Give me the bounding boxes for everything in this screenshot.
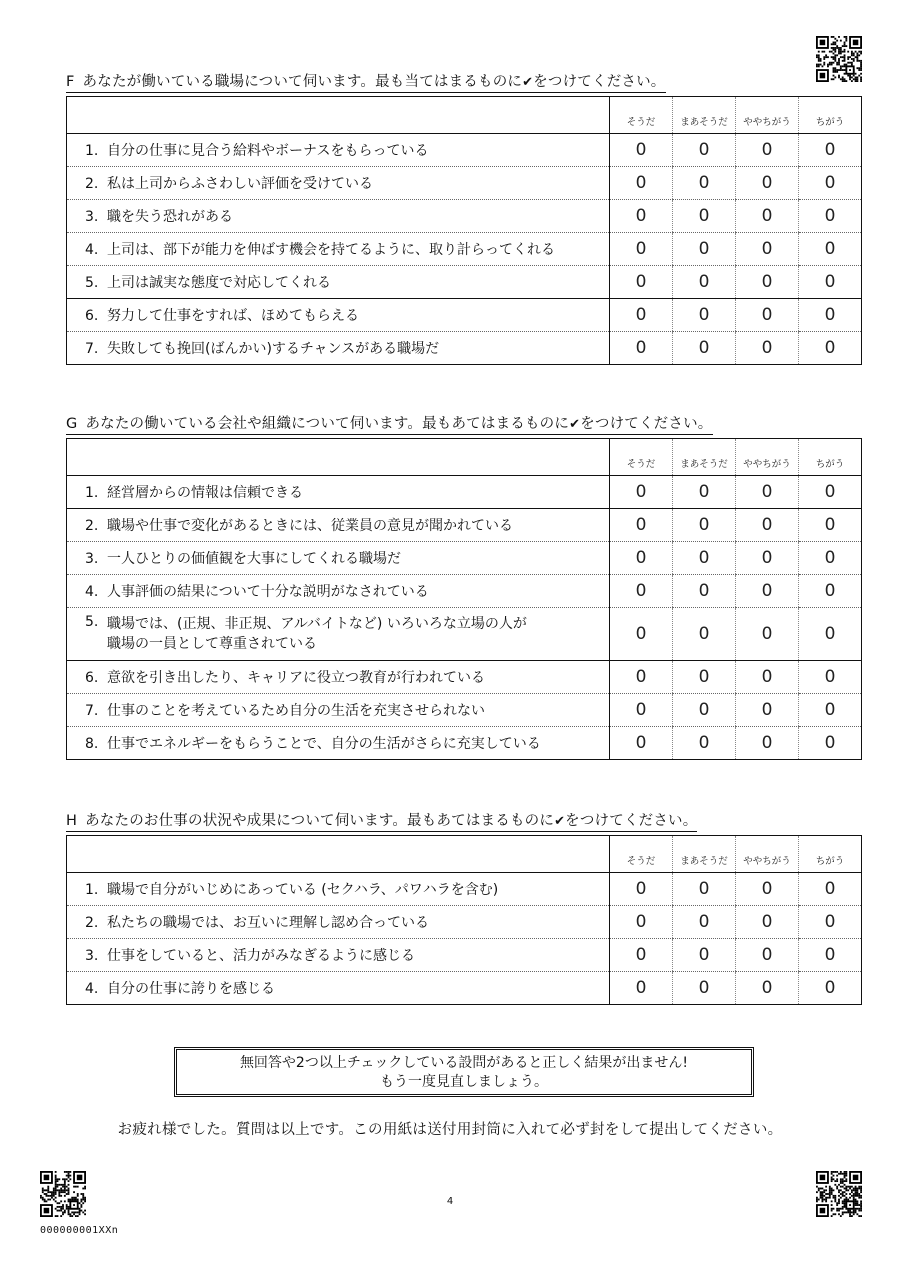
answer-option-circle[interactable]: 0 bbox=[736, 939, 799, 972]
question-text: 3. 職を失う恐れがある bbox=[67, 200, 610, 233]
section-g-title: G あなたの働いている会社や組織について伺います。最もあてはまるものに✔をつけてください。 bbox=[66, 412, 713, 435]
question-text: 6. 意欲を引き出したり、キャリアに役立つ教育が行われている bbox=[67, 661, 610, 694]
answer-option-circle[interactable]: 0 bbox=[799, 476, 862, 509]
check-mark-icon: ✔ bbox=[569, 417, 581, 432]
answer-option-circle[interactable]: 0 bbox=[673, 906, 736, 939]
question-text: 1. 経営層からの情報は信頼できる bbox=[67, 476, 610, 509]
answer-option-circle[interactable]: 0 bbox=[736, 332, 799, 365]
answer-option-circle[interactable]: 0 bbox=[673, 873, 736, 906]
document-id: 000000001XXn bbox=[40, 1225, 119, 1236]
question-text: 5. 上司は誠実な態度で対応してくれる bbox=[67, 266, 610, 299]
answer-option-circle[interactable]: 0 bbox=[610, 509, 673, 542]
question-number: 2. bbox=[85, 518, 99, 534]
question-row bbox=[67, 661, 862, 694]
question-text: 8. 仕事でエネルギーをもらうことで、自分の生活がさらに充実している bbox=[67, 727, 610, 760]
question-text: 7. 仕事のことを考えているため自分の生活を充実させられない bbox=[67, 694, 610, 727]
question-row bbox=[67, 233, 862, 266]
question-number: 2. bbox=[85, 176, 99, 192]
question-row bbox=[67, 542, 862, 575]
answer-option-circle[interactable]: 0 bbox=[799, 873, 862, 906]
question-number: 4. bbox=[85, 584, 99, 600]
answer-option-circle[interactable]: 0 bbox=[610, 575, 673, 608]
option-header: ちがう bbox=[799, 97, 862, 134]
question-row bbox=[67, 200, 862, 233]
option-header: そうだ bbox=[610, 836, 673, 873]
question-number: 3. bbox=[85, 948, 99, 964]
question-number: 3. bbox=[85, 551, 99, 567]
table-header bbox=[67, 836, 862, 873]
question-row bbox=[67, 575, 862, 608]
answer-option-circle[interactable]: 0 bbox=[673, 509, 736, 542]
section-f-title: F あなたが働いている職場について伺います。最も当てはまるものに✔をつけてください。 bbox=[66, 70, 666, 93]
question-number: 4. bbox=[85, 242, 99, 258]
answer-option-circle[interactable]: 0 bbox=[673, 575, 736, 608]
question-row bbox=[67, 972, 862, 1005]
option-header: ややちがう bbox=[736, 836, 799, 873]
question-text: 3. 一人ひとりの価値観を大事にしてくれる職場だ bbox=[67, 542, 610, 575]
option-header: まあそうだ bbox=[673, 97, 736, 134]
qr-code-icon bbox=[40, 1171, 86, 1217]
question-number: 1. bbox=[85, 882, 99, 898]
answer-option-circle[interactable]: 0 bbox=[799, 575, 862, 608]
answer-option-circle[interactable]: 0 bbox=[673, 134, 736, 167]
answer-option-circle[interactable]: 0 bbox=[736, 299, 799, 332]
answer-option-circle[interactable]: 0 bbox=[799, 299, 862, 332]
answer-option-circle[interactable]: 0 bbox=[799, 694, 862, 727]
check-mark-icon: ✔ bbox=[522, 75, 534, 90]
qr-code-icon bbox=[816, 36, 862, 82]
question-text: 5. 職場では、(正規、非正規、アルバイトなど) いろいろな立場の人が 職場の一員として尊重されている bbox=[67, 608, 610, 661]
answer-option-circle[interactable]: 0 bbox=[799, 972, 862, 1005]
answer-option-circle[interactable]: 0 bbox=[736, 873, 799, 906]
option-header: ややちがう bbox=[736, 97, 799, 134]
question-number: 4. bbox=[85, 981, 99, 997]
question-row bbox=[67, 727, 862, 760]
question-number: 5. bbox=[85, 614, 99, 630]
option-header: ちがう bbox=[799, 836, 862, 873]
option-header: まあそうだ bbox=[673, 439, 736, 476]
question-row bbox=[67, 906, 862, 939]
option-header: そうだ bbox=[610, 97, 673, 134]
question-row bbox=[67, 608, 862, 661]
question-number: 5. bbox=[85, 275, 99, 291]
question-text: 2. 私は上司からふさわしい評価を受けている bbox=[67, 167, 610, 200]
question-row bbox=[67, 332, 862, 365]
answer-option-circle[interactable]: 0 bbox=[799, 332, 862, 365]
answer-option-circle[interactable]: 0 bbox=[799, 939, 862, 972]
answer-option-circle[interactable]: 0 bbox=[673, 233, 736, 266]
answer-option-circle[interactable]: 0 bbox=[736, 972, 799, 1005]
answer-option-circle[interactable]: 0 bbox=[610, 299, 673, 332]
answer-option-circle[interactable]: 0 bbox=[673, 972, 736, 1005]
question-text: 2. 職場や仕事で変化があるときには、従業員の意見が聞かれている bbox=[67, 509, 610, 542]
answer-option-circle[interactable]: 0 bbox=[799, 906, 862, 939]
answer-option-circle[interactable]: 0 bbox=[736, 200, 799, 233]
option-header: ややちがう bbox=[736, 439, 799, 476]
question-text: 4. 自分の仕事に誇りを感じる bbox=[67, 972, 610, 1005]
answer-option-circle[interactable]: 0 bbox=[736, 476, 799, 509]
answer-option-circle[interactable]: 0 bbox=[799, 266, 862, 299]
answer-option-circle[interactable]: 0 bbox=[635, 338, 647, 358]
answer-option-circle[interactable]: 0 bbox=[799, 608, 862, 661]
answer-option-circle[interactable]: 0 bbox=[799, 200, 862, 233]
answer-option-circle[interactable]: 0 bbox=[799, 134, 862, 167]
question-number: 8. bbox=[85, 736, 99, 752]
answer-option-circle[interactable]: 0 bbox=[673, 542, 736, 575]
section-h-table bbox=[66, 835, 862, 1005]
answer-option-circle[interactable]: 0 bbox=[635, 978, 647, 998]
question-row bbox=[67, 694, 862, 727]
answer-option-circle[interactable]: 0 bbox=[736, 694, 799, 727]
question-number: 6. bbox=[85, 670, 99, 686]
answer-option-circle[interactable]: 0 bbox=[736, 575, 799, 608]
option-header: まあそうだ bbox=[673, 836, 736, 873]
answer-option-circle[interactable]: 0 bbox=[610, 661, 673, 694]
answer-option-circle[interactable]: 0 bbox=[736, 233, 799, 266]
answer-option-circle[interactable]: 0 bbox=[673, 608, 736, 661]
section-h-title: H あなたのお仕事の状況や成果について伺います。最もあてはまるものに✔をつけてください。 bbox=[66, 809, 697, 832]
answer-option-circle[interactable]: 0 bbox=[673, 167, 736, 200]
answer-option-circle[interactable]: 0 bbox=[799, 727, 862, 760]
answer-option-circle[interactable]: 0 bbox=[610, 542, 673, 575]
check-mark-icon: ✔ bbox=[554, 814, 566, 829]
option-header: ちがう bbox=[799, 439, 862, 476]
answer-option-circle[interactable]: 0 bbox=[673, 661, 736, 694]
answer-option-circle[interactable]: 0 bbox=[799, 233, 862, 266]
question-text: 6. 努力して仕事をすれば、ほめてもらえる bbox=[67, 299, 610, 332]
question-number: 2. bbox=[85, 915, 99, 931]
question-number: 6. bbox=[85, 308, 99, 324]
qr-code-icon bbox=[816, 1171, 862, 1217]
answer-option-circle[interactable]: 0 bbox=[673, 266, 736, 299]
answer-option-circle[interactable]: 0 bbox=[610, 266, 673, 299]
answer-option-circle[interactable]: 0 bbox=[610, 134, 673, 167]
answer-option-circle[interactable]: 0 bbox=[610, 167, 673, 200]
question-row bbox=[67, 167, 862, 200]
question-row bbox=[67, 873, 862, 906]
table-header bbox=[67, 97, 862, 134]
question-row bbox=[67, 266, 862, 299]
answer-option-circle[interactable]: 0 bbox=[610, 906, 673, 939]
option-header: そうだ bbox=[610, 439, 673, 476]
question-number: 3. bbox=[85, 209, 99, 225]
answer-option-circle[interactable]: 0 bbox=[799, 661, 862, 694]
question-row bbox=[67, 939, 862, 972]
answer-option-circle[interactable]: 0 bbox=[673, 332, 736, 365]
question-number: 1. bbox=[85, 143, 99, 159]
answer-option-circle[interactable]: 0 bbox=[736, 266, 799, 299]
question-row bbox=[67, 299, 862, 332]
question-text: 7. 失敗しても挽回(ばんかい)するチャンスがある職場だ bbox=[67, 332, 610, 365]
question-row bbox=[67, 134, 862, 167]
answer-option-circle[interactable]: 0 bbox=[673, 727, 736, 760]
warning-notice: 無回答や2つ以上チェックしている設問があると正しく結果が出ません! もう一度見直しましょう。 bbox=[174, 1047, 754, 1097]
question-row bbox=[67, 509, 862, 542]
answer-option-circle[interactable]: 0 bbox=[635, 733, 647, 753]
question-number: 7. bbox=[85, 703, 99, 719]
page-number: 4 bbox=[446, 1196, 454, 1207]
answer-option-circle[interactable]: 0 bbox=[610, 694, 673, 727]
question-number: 1. bbox=[85, 485, 99, 501]
answer-option-circle[interactable]: 0 bbox=[736, 727, 799, 760]
answer-option-circle[interactable]: 0 bbox=[799, 509, 862, 542]
answer-option-circle[interactable]: 0 bbox=[610, 476, 673, 509]
answer-option-circle[interactable]: 0 bbox=[736, 134, 799, 167]
answer-option-circle[interactable]: 0 bbox=[736, 542, 799, 575]
answer-option-circle[interactable]: 0 bbox=[799, 167, 862, 200]
question-number: 7. bbox=[85, 341, 99, 357]
answer-option-circle[interactable]: 0 bbox=[673, 299, 736, 332]
question-text: 1. 自分の仕事に見合う給料やボーナスをもらっている bbox=[67, 134, 610, 167]
answer-option-circle[interactable]: 0 bbox=[610, 200, 673, 233]
question-text: 3. 仕事をしていると、活力がみなぎるように感じる bbox=[67, 939, 610, 972]
answer-option-circle[interactable]: 0 bbox=[673, 476, 736, 509]
question-row bbox=[67, 476, 862, 509]
answer-option-circle[interactable]: 0 bbox=[673, 200, 736, 233]
answer-option-circle[interactable]: 0 bbox=[736, 906, 799, 939]
closing-message: お疲れ様でした。質問は以上です。この用紙は送付用封筒に入れて必ず封をして提出してください。 bbox=[117, 1122, 783, 1138]
question-text: 4. 人事評価の結果について十分な説明がなされている bbox=[67, 575, 610, 608]
table-header bbox=[67, 439, 862, 476]
answer-option-circle[interactable]: 0 bbox=[736, 661, 799, 694]
answer-option-circle[interactable]: 0 bbox=[610, 233, 673, 266]
question-text: 2. 私たちの職場では、お互いに理解し認め合っている bbox=[67, 906, 610, 939]
answer-option-circle[interactable]: 0 bbox=[610, 939, 673, 972]
section-f-table bbox=[66, 96, 862, 365]
question-text: 1. 職場で自分がいじめにあっている (セクハラ、パワハラを含む) bbox=[67, 873, 610, 906]
answer-option-circle[interactable]: 0 bbox=[736, 167, 799, 200]
answer-option-circle[interactable]: 0 bbox=[736, 509, 799, 542]
answer-option-circle[interactable]: 0 bbox=[610, 608, 673, 661]
answer-option-circle[interactable]: 0 bbox=[610, 873, 673, 906]
question-text: 4. 上司は、部下が能力を伸ばす機会を持てるように、取り計らってくれる bbox=[67, 233, 610, 266]
answer-option-circle[interactable]: 0 bbox=[736, 608, 799, 661]
answer-option-circle[interactable]: 0 bbox=[799, 542, 862, 575]
answer-option-circle[interactable]: 0 bbox=[673, 694, 736, 727]
answer-option-circle[interactable]: 0 bbox=[673, 939, 736, 972]
section-g-table bbox=[66, 438, 862, 760]
